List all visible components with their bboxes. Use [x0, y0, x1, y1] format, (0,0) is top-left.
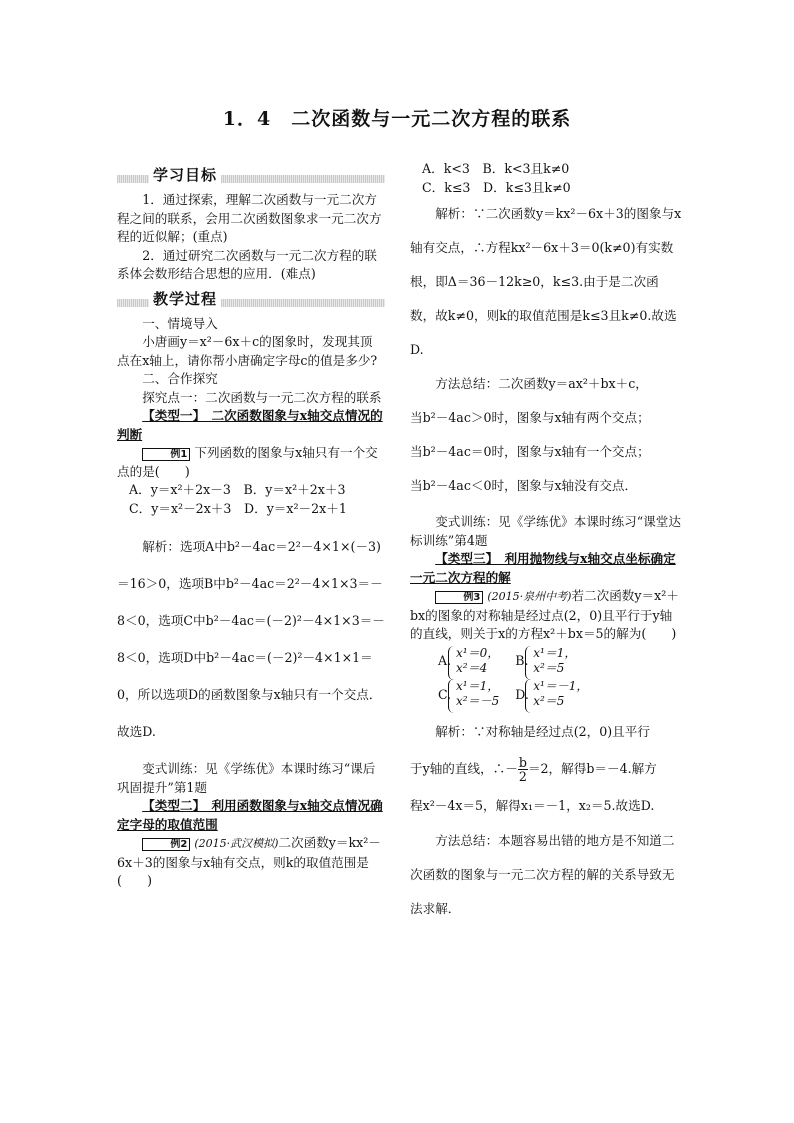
- option-c-line-2: x²＝－5: [456, 694, 500, 708]
- example-2-question: 二次函数y＝kx²－6x＋3的图象与x轴有交点，则k的取值范围是( ): [117, 835, 381, 888]
- option-a-line-2: x²＝4: [456, 660, 488, 675]
- example-2-options-ab: A．k<3 B．k<3且k≠0: [422, 161, 570, 176]
- option-b-letter: B.: [515, 653, 529, 668]
- type-1-heading: 【类型一】 二次函数图象与x轴交点情况的判断: [117, 408, 383, 442]
- method-summary-4: 当b²－4ac＜0时，图象与x轴没有交点．: [410, 478, 638, 493]
- example-3-analysis-1: 解析：∵对称轴是经过点(2，0)且平行: [435, 723, 650, 739]
- right-column: [410, 160, 682, 926]
- option-b-system: [525, 646, 576, 678]
- option-c-system: [448, 679, 499, 711]
- objective-2: 2．通过研究二次函数与一元二次方程的联系体会数形结合思想的应用．(难点): [117, 247, 377, 281]
- heading-intro: 一、情境导入: [142, 315, 218, 331]
- type-3-heading: 【类型三】 利用抛物线与x轴交点坐标确定一元二次方程的解: [410, 551, 676, 585]
- example-1-options-cd: C．y＝x²－2x＋3 D．y＝x²－2x＋1: [129, 500, 347, 516]
- option-a-line-1: x¹＝0，: [456, 645, 500, 660]
- method-summary-3: 当b²－4ac＝0时，图象与x轴有一个交点；: [410, 444, 650, 459]
- method-summary-5: 方法总结：本题容易出错的地方是不知道二次函数的图象与一元二次方程的解的关系导致无法求解．: [410, 832, 675, 916]
- page-title: 1．4 二次函数与一元二次方程的联系: [222, 108, 572, 130]
- method-summary-2: 当b²－4ac＞0时，图象与x轴有两个交点；: [410, 410, 650, 425]
- option-a-letter: A.: [438, 653, 452, 668]
- example-1-options-ab: A．y＝x²＋2x－3 B．y＝x²＋2x＋3: [129, 482, 346, 497]
- option-b-line-1: x¹＝1，: [533, 645, 577, 660]
- section-label: 学习目标: [149, 166, 221, 185]
- example-2-analysis: 解析：∵二次函数y＝kx²－6x＋3的图象与x轴有交点，∴方程kx²－6x＋3＝0(k≠0)有实数根，即Δ＝36－12k≥0，k≤3.由于是二次函数，故k≠0，则k的取值范围是k≤3且k≠0.故选D.: [410, 206, 682, 357]
- type-2-heading: 【类型二】 利用函数图象与x轴交点情况确定字母的取值范围: [117, 798, 383, 832]
- fraction-numerator: b: [518, 754, 527, 770]
- option-row-ab: [438, 646, 682, 678]
- example-badge: 例3: [435, 591, 483, 604]
- section-header-process: [117, 290, 385, 311]
- objective-1: 1．通过探索，理解二次函数与一元二次方程之间的联系，会用二次函数图象求一元二次方程的近似解；(重点): [117, 192, 382, 244]
- example-badge: 例2: [142, 838, 190, 851]
- left-column: [117, 160, 385, 891]
- intro-text: 小唐画y＝x²－6x＋c的图象时，发现其顶点在x轴上，请你帮小唐确定字母c的值是多少?: [117, 334, 378, 368]
- option-row-cd: [438, 679, 682, 711]
- method-summary-1: 方法总结：二次函数y＝ax²＋bx＋c，: [435, 376, 648, 391]
- example-3-question: 若二次函数y＝x²＋bx的图象的对称轴是经过点(2，0)且平行于y轴的直线，则关于x的方程x²＋bx＝5的解为( ): [410, 588, 679, 641]
- fraction-denominator: 2: [518, 768, 527, 784]
- option-d-line-2: x²＝5: [533, 694, 565, 708]
- example-2-source: (2015·武汉模拟): [194, 837, 279, 850]
- option-d-system: [525, 679, 588, 711]
- heading-explore: 二、合作探究: [142, 371, 218, 386]
- example-1-question: 下列函数的图象与x轴只有一个交点的是( ): [117, 445, 378, 479]
- option-d-letter: D.: [515, 686, 529, 702]
- option-c-letter: C.: [438, 686, 452, 702]
- section-header-objectives: [117, 166, 385, 187]
- option-d-line-1: x¹＝－1，: [533, 679, 589, 693]
- option-a-system: [448, 646, 499, 678]
- fraction-b-over-2: [518, 756, 528, 783]
- variant-training-2: 变式训练：见《学练优》本课时练习“课堂达标训练”第4题: [410, 514, 681, 548]
- option-c-line-1: x¹＝1，: [456, 679, 500, 693]
- explore-point: 探究点一：二次函数与一元二次方程的联系: [142, 389, 382, 405]
- section-label: 教学过程: [149, 290, 221, 309]
- example-1-analysis: 解析：选项A中b²－4ac＝2²－4×1×(－3)＝16＞0，选项B中b²－4ac＝2²－4×1×3＝－8＜0，选项C中b²－4ac＝(－2)²－4×1×3＝－8＜0，选项D中b²－4ac＝(－2)²－4×1×1＝0，所以选项D的函数图象与x轴只有一个交点．故选D.: [117, 539, 385, 739]
- variant-training-1: 变式训练：见《学练优》本课时练习“课后巩固提升”第1题: [117, 761, 376, 795]
- example-3-analysis-2b: ＝2，解得b＝－4.解方: [527, 760, 657, 776]
- example-3-source: (2015·泉州中考): [487, 590, 572, 603]
- option-b-line-2: x²＝5: [533, 660, 565, 675]
- example-badge: 例1: [142, 448, 190, 461]
- example-3-analysis-3: 程x²－4x＝5，解得x₁＝－1，x₂＝5.故选D.: [410, 797, 655, 813]
- example-3-analysis-2a: 于y轴的直线，∴－: [410, 760, 518, 776]
- example-2-options-cd: C．k≤3 D．k≤3且k≠0: [422, 179, 571, 195]
